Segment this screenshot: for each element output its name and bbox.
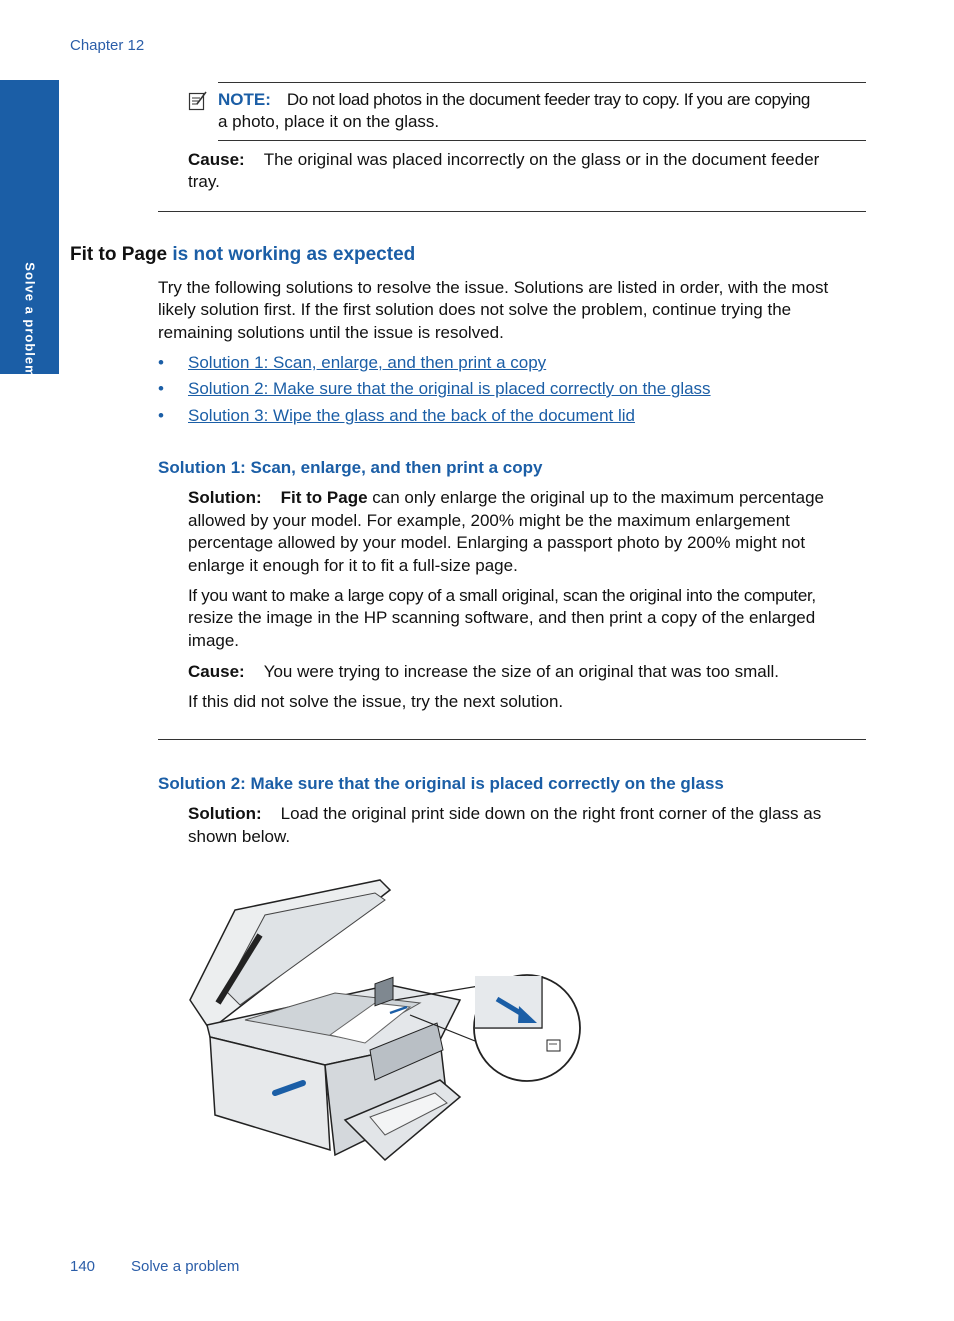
note-label: NOTE: [218, 90, 271, 109]
solution-1-cause-label: Cause: [188, 662, 245, 681]
intro-line-2: likely solution first. If the first solution does not solve the problem, continue trying the [158, 300, 792, 319]
solution-1-line-2: allowed by your model. For example, 200% might be the maximum enlargement [188, 511, 790, 530]
cause-top-label: Cause: [188, 150, 245, 169]
page-number: 140 [70, 1258, 96, 1275]
solution-2-label: Solution: [188, 804, 262, 823]
note-text-1: Do not load photos in the document feeder tray to copy. If you are copying [286, 90, 810, 109]
link-solution-2[interactable]: Solution 2: Make sure that the original is placed correctly on the glass [188, 379, 711, 398]
solution-2-heading: Solution 2: Make sure that the original is placed correctly on the glass [158, 774, 724, 793]
note-bottom-rule [218, 140, 866, 141]
bullet-1: • [158, 353, 164, 372]
solution-1-cause-text: You were trying to increase the size of an original that was too small. [263, 662, 779, 681]
side-tab [0, 80, 59, 378]
cause-top-line-1 [188, 149, 819, 172]
note-line-2: a photo, place it on the glass. [218, 112, 440, 131]
solution-2-line-1 [188, 803, 821, 826]
link-solution-3[interactable]: Solution 3: Wipe the glass and the back of the document lid [188, 406, 635, 425]
solution-1-heading: Solution 1: Scan, enlarge, and then print a copy [158, 458, 543, 477]
solution-divider [158, 739, 866, 740]
solution-1-label: Solution: [188, 488, 262, 507]
fit-to-page-label: Fit to Page [280, 488, 368, 507]
solution-1-line-4: enlarge it enough for it to fit a full-size page. [188, 556, 518, 575]
note-pad-icon [188, 90, 208, 112]
chapter-header: Chapter 12 [70, 37, 145, 54]
solution-1-cause [188, 661, 779, 684]
note-top-rule [218, 82, 866, 83]
solution-1-next: If this did not solve the issue, try the next solution. [188, 692, 564, 711]
solution-1-text-1: can only enlarge the original up to the maximum percentage [372, 488, 825, 507]
link-solution-1[interactable]: Solution 1: Scan, enlarge, and then print a copy [188, 353, 547, 372]
cause-top-line-2: tray. [188, 172, 220, 191]
printer-illustration [185, 875, 585, 1175]
intro-line-3: remaining solutions until the issue is resolved. [158, 323, 504, 342]
cause-top-text-1: The original was placed incorrectly on the glass or in the document feeder [263, 150, 820, 169]
section-title-feature: Fit to Page [70, 244, 168, 265]
footer-section: Solve a problem [131, 1258, 240, 1275]
solution-2-line-2: shown below. [188, 827, 291, 846]
section-title [70, 244, 415, 266]
side-tab-label: Solve a problem [22, 262, 38, 378]
solution-2-text-1: Load the original print side down on the right front corner of the glass as [280, 804, 822, 823]
bullet-2: • [158, 379, 164, 398]
solution-1-p2-line-3: image. [188, 631, 240, 650]
bullet-3: • [158, 406, 164, 425]
intro-line-1: Try the following solutions to resolve the issue. Solutions are listed in order, with the most [158, 278, 829, 297]
section-title-issue: is not working as expected [172, 244, 416, 265]
solution-1-line-3: percentage allowed by your model. Enlarging a passport photo by 200% might not [188, 533, 806, 552]
solution-1-p2-line-1: If you want to make a large copy of a small original, scan the original into the computer, [188, 586, 816, 605]
solution-1-line-1 [188, 487, 824, 510]
solution-1-p2-line-2: resize the image in the HP scanning software, and then print a copy of the enlarged [188, 608, 816, 627]
note-line-1 [218, 89, 810, 112]
section-divider [158, 211, 866, 212]
